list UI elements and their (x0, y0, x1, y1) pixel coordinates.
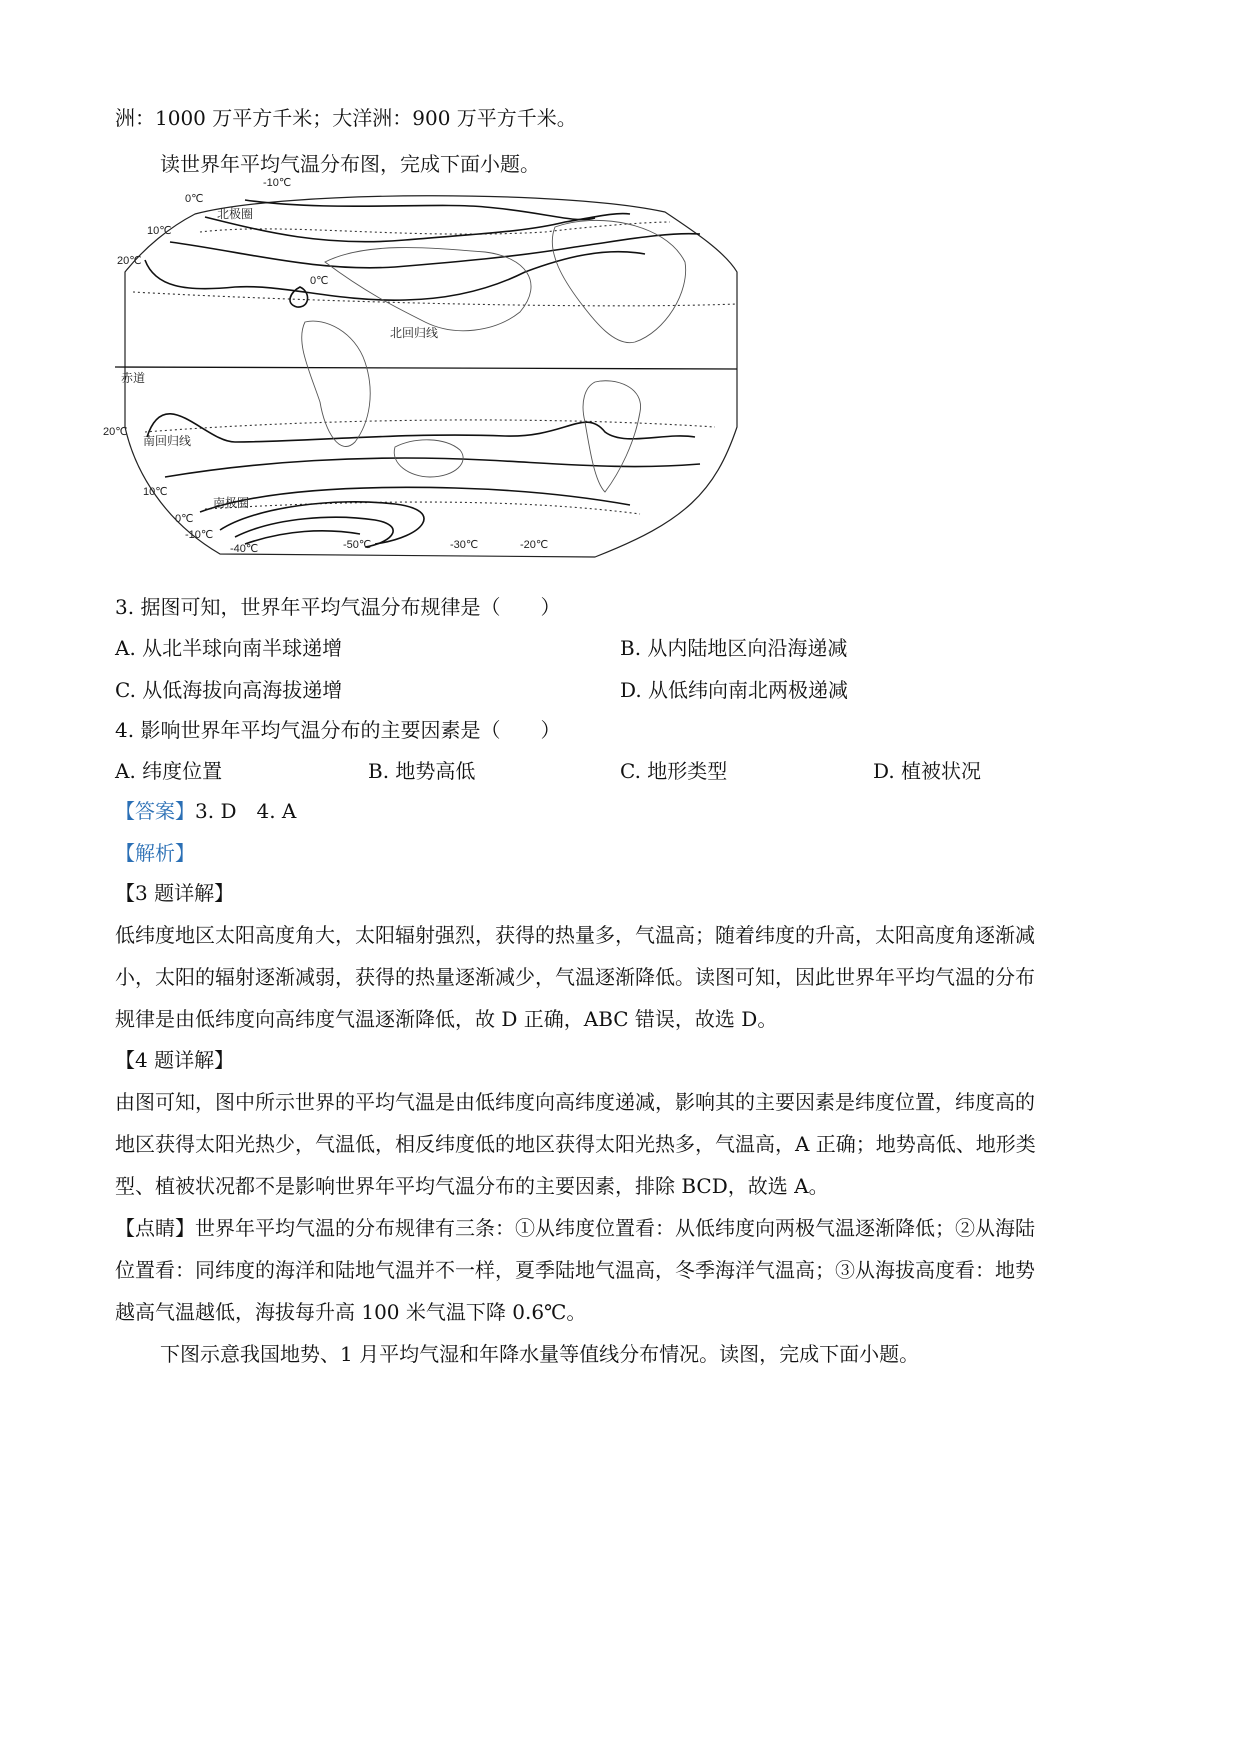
isotherm-north-20 (145, 252, 645, 300)
q4-option-a: A. 纬度位置 (115, 759, 223, 783)
antarctic-circle-line (205, 502, 640, 514)
isotherm-north-10c (170, 234, 700, 268)
tropic-north-line (133, 292, 737, 306)
africa-outline (302, 321, 371, 446)
q4-stem: 4. 影响世界年平均气温分布的主要因素是（ ） (115, 718, 561, 742)
detail3-line2: 小，太阳的辐射逐渐减弱，获得的热量逐渐减少，气温逐渐降低。读图可知，因此世界年平均气温的分布 (115, 965, 1035, 989)
detail3-title: 【3 题详解】 (115, 881, 235, 905)
label-sm10: -10℃ (185, 529, 214, 541)
tip-line1: 【点睛】世界年平均气温的分布规律有三条：①从纬度位置看：从低纬度向两极气温逐渐降低；②从海陆 (115, 1216, 1035, 1240)
q3-option-d: D. 从低纬向南北两极递减 (620, 678, 849, 702)
label-equator: 赤道 (121, 371, 146, 385)
answer-text: 3. D 4. A (195, 799, 297, 823)
isotherm-north-10 (245, 200, 595, 220)
detail4-line3: 型、植被状况都不是影响世界年平均气温分布的主要因素，排除 BCD，故选 A。 (115, 1174, 829, 1198)
answer-line (115, 797, 296, 825)
asia-outline (325, 248, 531, 331)
q4-option-c: C. 地形类型 (620, 759, 728, 783)
detail4-line2: 地区获得太阳光热少，气温低，相反纬度低的地区获得太阳光热多，气温高，A 正确；地势高低、地形类 (115, 1132, 1036, 1156)
label-antarctic: 南极圈 (213, 496, 250, 510)
label-s20: 20℃ (103, 426, 128, 438)
answer-tag: 【答案】 (115, 799, 195, 823)
continents-line: 洲：1000 万平方千米；大洋洲：900 万平方千米。 (115, 106, 577, 130)
isotherm-south-20 (147, 414, 695, 442)
equator-line (115, 367, 737, 369)
detail4-line1: 由图可知，图中所示世界的平均气温是由低纬度向高纬度递减，影响其的主要因素是纬度位置，纬度高的 (115, 1090, 1035, 1114)
tropic-south-line (145, 420, 715, 432)
q4-option-b: B. 地势高低 (368, 759, 476, 783)
label-m20: -20℃ (520, 539, 549, 551)
q3-stem: 3. 据图可知，世界年平均气温分布规律是（ ） (115, 595, 561, 619)
q4-option-d: D. 植被状况 (873, 759, 982, 783)
label-n10: 10℃ (147, 225, 172, 237)
q3-option-a: A. 从北半球向南半球递增 (115, 636, 343, 660)
isotherm-antarctic-1 (220, 502, 424, 544)
label-n20: 20℃ (117, 255, 142, 267)
north-america-outline (552, 220, 685, 342)
label-m40: -40℃ (230, 543, 259, 555)
q3-option-b: B. 从内陆地区向沿海递减 (620, 636, 848, 660)
label-tropic-south: 南回归线 (143, 434, 192, 448)
q3-option-c: C. 从低海拔向高海拔递增 (115, 678, 343, 702)
tip-line2: 位置看：同纬度的海洋和陆地气温并不一样，夏季陆地气温高，冬季海洋气温高；③从海拔高度看：地势 (115, 1258, 1035, 1282)
tip-line3: 越高气温越低，海拔每升高 100 米气温下降 0.6℃。 (115, 1300, 587, 1324)
label-m50: -50℃ (343, 539, 372, 551)
label-s10: 10℃ (143, 486, 168, 498)
next-instruction: 下图示意我国地势、1 月平均气湿和年降水量等值线分布情况。读图，完成下面小题。 (160, 1342, 920, 1366)
isotherm-south-10 (165, 458, 700, 477)
detail4-title: 【4 题详解】 (115, 1048, 235, 1072)
label-tropic-north: 北回归线 (390, 326, 439, 340)
label-center0: 0℃ (310, 275, 329, 287)
read-instruction: 读世界年平均气温分布图，完成下面小题。 (160, 152, 540, 176)
world-temperature-map (103, 177, 755, 622)
detail3-line3: 规律是由低纬度向高纬度气温逐渐降低，故 D 正确，ABC 错误，故选 D。 (115, 1007, 778, 1031)
analysis-tag: 【解析】 (115, 841, 195, 865)
label-n0: 0℃ (185, 193, 204, 205)
label-m30: -30℃ (450, 539, 479, 551)
label-arctic: 北极圈 (217, 207, 254, 221)
detail3-line1: 低纬度地区太阳高度角大，太阳辐射强烈，获得的热量多，气温高；随着纬度的升高，太阳高度角逐渐减 (115, 923, 1035, 947)
label-top-minus10: -10℃ (263, 177, 292, 189)
label-s0: 0℃ (175, 513, 194, 525)
